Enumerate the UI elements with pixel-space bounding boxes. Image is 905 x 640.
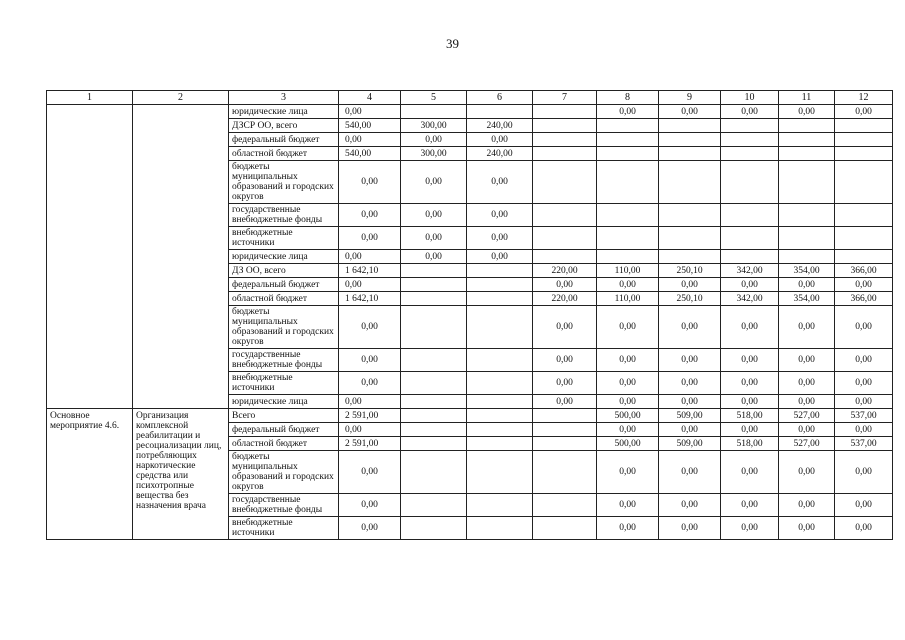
table-cell: 537,00 [835,409,893,423]
table-cell [721,133,779,147]
table-cell: 0,00 [401,133,467,147]
table-cell: 250,10 [659,292,721,306]
row-label: государственные внебюджетные фонды [229,349,339,372]
table-cell [533,494,597,517]
table-cell: 0,00 [597,278,659,292]
table-cell: 300,00 [401,119,467,133]
table-cell: 0,00 [721,278,779,292]
table-cell: 0,00 [779,517,835,540]
table-cell: 0,00 [339,105,401,119]
table-cell: 0,00 [779,372,835,395]
table-cell: 0,00 [721,423,779,437]
table-cell: 0,00 [339,517,401,540]
table-cell: 0,00 [533,349,597,372]
row-label: бюджеты муниципальных образований и городских округов [229,306,339,349]
table-cell [779,227,835,250]
table-cell: 0,00 [597,395,659,409]
table-cell [533,105,597,119]
table-cell: 0,00 [835,349,893,372]
row-label: бюджеты муниципальных образований и городских округов [229,161,339,204]
table-cell [597,147,659,161]
table-cell: 0,00 [339,395,401,409]
table-cell: 0,00 [779,349,835,372]
table-cell [533,133,597,147]
table-cell [467,395,533,409]
table-cell [467,349,533,372]
table-cell: 0,00 [835,517,893,540]
table-cell [467,105,533,119]
table-cell: 0,00 [779,306,835,349]
column-header: 4 [339,91,401,105]
row-label: Всего [229,409,339,423]
table-cell: 540,00 [339,147,401,161]
table-cell [401,105,467,119]
table-cell: 0,00 [659,306,721,349]
column-header: 3 [229,91,339,105]
table-cell: 0,00 [339,372,401,395]
table-cell [533,409,597,423]
table-cell: 518,00 [721,409,779,423]
table-cell: 0,00 [835,423,893,437]
row-label: ДЗ ОО, всего [229,264,339,278]
table-cell: 354,00 [779,292,835,306]
table-cell: 0,00 [597,306,659,349]
table-cell: 500,00 [597,437,659,451]
event-code: Основное мероприятие 4.6. [47,409,133,540]
table-cell: 0,00 [721,349,779,372]
table-cell: 366,00 [835,292,893,306]
column-header: 8 [597,91,659,105]
table-cell [597,133,659,147]
table-cell [721,147,779,161]
table-cell: 0,00 [339,278,401,292]
table-cell [533,423,597,437]
table-cell: 0,00 [779,395,835,409]
table-cell [533,119,597,133]
table-cell [467,517,533,540]
table-cell: 509,00 [659,409,721,423]
table-cell [533,147,597,161]
table-cell: 0,00 [835,451,893,494]
table-cell: 0,00 [779,423,835,437]
table-cell: 0,00 [467,204,533,227]
table-cell: 2 591,00 [339,409,401,423]
table-cell: 0,00 [659,451,721,494]
table-cell: 0,00 [533,278,597,292]
table-cell: 240,00 [467,119,533,133]
table-cell [597,227,659,250]
header-row [47,91,893,105]
table-cell [597,161,659,204]
table-cell [721,204,779,227]
column-header: 6 [467,91,533,105]
table-cell: 0,00 [721,494,779,517]
table-cell [597,204,659,227]
table-cell [659,227,721,250]
row-label: юридические лица [229,105,339,119]
table-cell [835,227,893,250]
table-cell: 0,00 [779,105,835,119]
table-cell: 527,00 [779,409,835,423]
table-cell [659,119,721,133]
table-cell: 0,00 [533,306,597,349]
row-label: федеральный бюджет [229,133,339,147]
table-cell [721,250,779,264]
table-cell: 500,00 [597,409,659,423]
table-cell: 0,00 [597,372,659,395]
table-cell [467,264,533,278]
table-cell: 0,00 [835,494,893,517]
table-cell [533,250,597,264]
table-cell: 0,00 [597,423,659,437]
row-label: юридические лица [229,395,339,409]
table-cell [467,292,533,306]
table-cell: 0,00 [779,451,835,494]
table-cell: 0,00 [401,161,467,204]
table-cell [597,119,659,133]
row-label: внебюджетные источники [229,227,339,250]
table-cell [835,147,893,161]
table-cell [779,133,835,147]
row-label: областной бюджет [229,437,339,451]
table-cell: 0,00 [597,494,659,517]
table-cell: 0,00 [835,395,893,409]
table-cell [721,119,779,133]
table-cell: 0,00 [659,517,721,540]
table-cell: 0,00 [835,306,893,349]
table-cell: 1 642,10 [339,264,401,278]
table-cell: 0,00 [339,349,401,372]
table-cell: 110,00 [597,292,659,306]
table-cell: 0,00 [401,227,467,250]
table-cell: 220,00 [533,292,597,306]
row-label: ДЗСР ОО, всего [229,119,339,133]
table-cell: 0,00 [835,105,893,119]
table-cell [659,161,721,204]
table-cell [835,250,893,264]
table-cell: 537,00 [835,437,893,451]
table-cell [659,250,721,264]
table-cell: 342,00 [721,292,779,306]
table-cell: 0,00 [339,204,401,227]
table-cell [467,409,533,423]
table-cell [721,227,779,250]
table-cell: 0,00 [401,204,467,227]
budget-table [46,90,893,540]
table-cell: 0,00 [339,494,401,517]
row-label: юридические лица [229,250,339,264]
table-cell [533,227,597,250]
table-cell [467,494,533,517]
table-cell: 0,00 [467,250,533,264]
table-cell: 1 642,10 [339,292,401,306]
table-cell: 0,00 [721,306,779,349]
table-cell: 250,10 [659,264,721,278]
table-cell: 2 591,00 [339,437,401,451]
table-cell [401,451,467,494]
column-header: 12 [835,91,893,105]
table-cell [533,517,597,540]
column-header: 5 [401,91,467,105]
table-cell [401,306,467,349]
column-header: 1 [47,91,133,105]
table-row [47,409,893,423]
table-cell: 0,00 [597,349,659,372]
column-header: 7 [533,91,597,105]
table-cell [533,437,597,451]
table-cell [401,372,467,395]
page-number: 39 [446,36,459,51]
table-cell: 354,00 [779,264,835,278]
table-cell: 0,00 [533,395,597,409]
table-cell [779,119,835,133]
column-header: 2 [133,91,229,105]
table-cell: 0,00 [659,349,721,372]
table-cell [779,204,835,227]
table-cell: 0,00 [533,372,597,395]
table-cell: 0,00 [467,133,533,147]
table-cell: 0,00 [597,451,659,494]
table-cell [659,204,721,227]
table-cell: 0,00 [659,494,721,517]
table-cell [401,409,467,423]
table-row [47,105,893,119]
table-cell: 300,00 [401,147,467,161]
table-cell: 540,00 [339,119,401,133]
table-cell [401,278,467,292]
empty-code-cell [47,105,133,409]
table-cell [835,204,893,227]
table-cell: 220,00 [533,264,597,278]
table-cell: 0,00 [721,372,779,395]
table-cell [533,161,597,204]
table-cell [533,204,597,227]
row-label: областной бюджет [229,147,339,161]
table-cell: 0,00 [597,105,659,119]
table-cell: 0,00 [597,517,659,540]
row-label: федеральный бюджет [229,278,339,292]
table-cell: 0,00 [779,494,835,517]
table-cell: 0,00 [721,451,779,494]
table-cell: 342,00 [721,264,779,278]
table-cell [401,494,467,517]
table-cell: 527,00 [779,437,835,451]
table-cell: 0,00 [835,278,893,292]
table-cell [467,278,533,292]
row-label: федеральный бюджет [229,423,339,437]
table-cell: 0,00 [339,227,401,250]
table-cell [467,306,533,349]
column-header: 11 [779,91,835,105]
table-cell: 0,00 [339,423,401,437]
table-cell [401,517,467,540]
table-cell [401,292,467,306]
table-cell [659,133,721,147]
table-cell: 0,00 [339,133,401,147]
table-cell: 0,00 [467,161,533,204]
column-header: 9 [659,91,721,105]
table-cell: 366,00 [835,264,893,278]
table-cell [467,437,533,451]
table-cell: 518,00 [721,437,779,451]
table-cell: 0,00 [467,227,533,250]
table-cell [835,119,893,133]
table-cell: 0,00 [339,451,401,494]
table-cell [467,372,533,395]
table-cell [401,349,467,372]
table-cell: 0,00 [339,306,401,349]
row-label: внебюджетные источники [229,517,339,540]
empty-name-cell [133,105,229,409]
table-cell [659,147,721,161]
table-cell [779,161,835,204]
row-label: государственные внебюджетные фонды [229,494,339,517]
table-cell: 0,00 [659,105,721,119]
table-cell: 0,00 [659,423,721,437]
table-cell [401,264,467,278]
table-cell: 0,00 [721,395,779,409]
row-label: областной бюджет [229,292,339,306]
table-cell: 0,00 [659,372,721,395]
table-cell: 0,00 [835,372,893,395]
table-cell [533,451,597,494]
table-cell [467,451,533,494]
row-label: бюджеты муниципальных образований и городских округов [229,451,339,494]
table-cell: 0,00 [339,161,401,204]
table-cell: 0,00 [401,250,467,264]
table-cell [401,423,467,437]
table-cell [835,161,893,204]
table-cell: 0,00 [779,278,835,292]
table-cell: 0,00 [721,517,779,540]
row-label: внебюджетные источники [229,372,339,395]
table-cell [779,147,835,161]
table-cell: 0,00 [721,105,779,119]
table-cell [597,250,659,264]
row-label: государственные внебюджетные фонды [229,204,339,227]
event-name: Организация комплексной реабилитации и ресоциализации лиц, потребляющих наркотические средства или психотропные вещества без назначения врача [133,409,229,540]
table-cell: 0,00 [659,278,721,292]
table-cell [779,250,835,264]
table-cell [835,133,893,147]
table-cell: 110,00 [597,264,659,278]
table-cell: 240,00 [467,147,533,161]
table-cell: 0,00 [659,395,721,409]
table-cell [401,395,467,409]
table-cell: 0,00 [339,250,401,264]
table-cell [721,161,779,204]
table-cell [467,423,533,437]
table-cell [401,437,467,451]
column-header: 10 [721,91,779,105]
table-cell: 509,00 [659,437,721,451]
